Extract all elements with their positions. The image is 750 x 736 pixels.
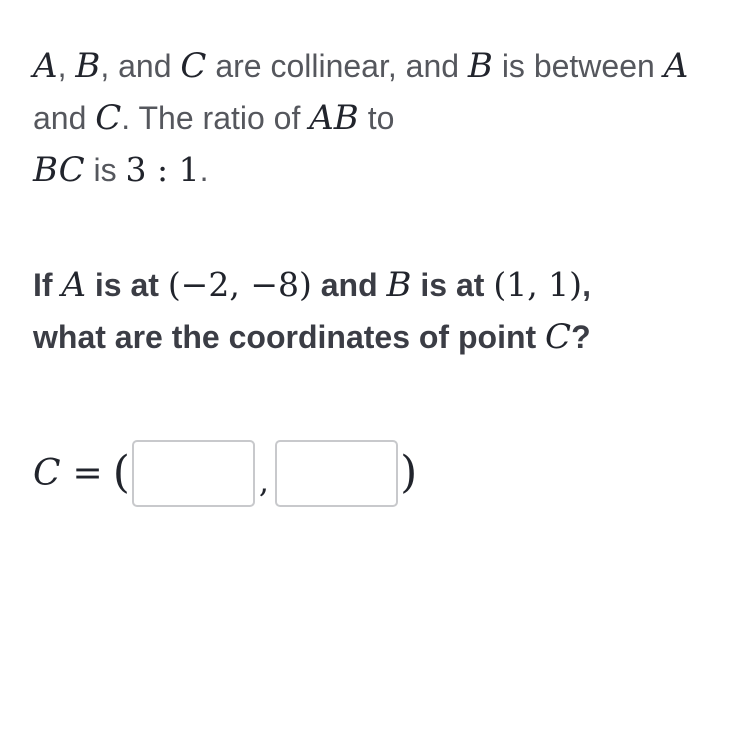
- text: .: [199, 152, 209, 188]
- text: , and: [100, 48, 181, 84]
- text: and: [33, 100, 96, 136]
- y-coordinate-input[interactable]: [275, 440, 398, 507]
- math-var: B: [467, 46, 493, 86]
- math-var: A: [663, 46, 689, 86]
- text: ,: [57, 48, 76, 84]
- text: is: [84, 152, 126, 188]
- math-var: BC: [33, 150, 85, 190]
- text: are collinear, and: [206, 48, 468, 84]
- math-var: AB: [309, 98, 359, 138]
- math-var: C: [180, 46, 207, 86]
- math-var: C: [545, 317, 572, 357]
- answer-row: [33, 438, 723, 508]
- comma: ,: [258, 462, 270, 500]
- math-var: C: [95, 98, 122, 138]
- math-var: A: [61, 265, 86, 305]
- text: and: [311, 267, 387, 303]
- math-var: B: [75, 46, 101, 86]
- text: If: [33, 267, 62, 303]
- question-prompt: [33, 259, 723, 363]
- open-paren: (: [112, 447, 130, 498]
- close-paren: ): [400, 447, 418, 498]
- equals-sign: =: [72, 452, 103, 494]
- text: to: [358, 100, 395, 136]
- x-coordinate-input[interactable]: [132, 440, 255, 507]
- math-coordinate: (−2, −8): [167, 265, 312, 304]
- text: is at: [411, 267, 494, 303]
- text: is at: [86, 267, 168, 303]
- text: is between: [492, 48, 664, 84]
- answer-variable: C: [33, 452, 61, 494]
- problem-statement: [33, 40, 723, 196]
- problem-container: [33, 40, 723, 508]
- text: . The ratio of: [121, 100, 310, 136]
- text: what are the coordinates of point: [33, 319, 546, 355]
- math-var: A: [33, 46, 58, 86]
- math-var: B: [386, 265, 412, 305]
- math-ratio: 3 : 1: [125, 150, 200, 189]
- math-coordinate: (1, 1): [493, 265, 583, 304]
- text: ?: [571, 319, 591, 355]
- text: ,: [582, 267, 591, 303]
